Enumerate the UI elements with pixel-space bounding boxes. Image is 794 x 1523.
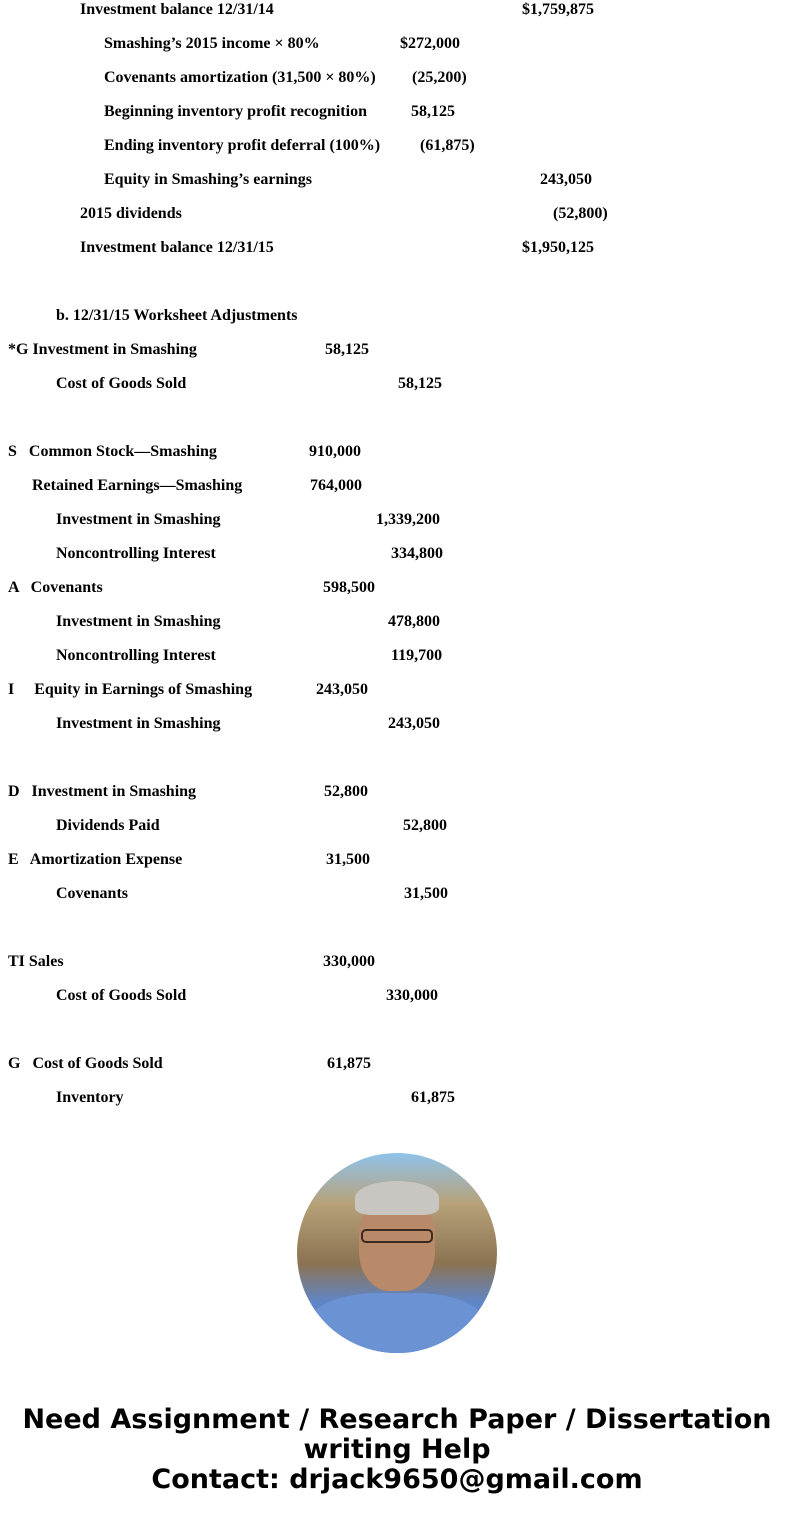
entry-amount: 58,125 <box>325 341 369 358</box>
entry-amount: 330,000 <box>323 953 375 970</box>
entry-label: I Equity in Earnings of Smashing <box>8 681 253 698</box>
entry-amount: 52,800 <box>324 783 368 800</box>
entry-amount: 478,800 <box>388 613 440 630</box>
entry-label: Investment balance 12/31/14 <box>80 1 274 18</box>
entry-amount: 1,339,200 <box>376 511 440 528</box>
entry-amount: (52,800) <box>553 205 608 222</box>
entry-label: Investment balance 12/31/15 <box>80 239 274 256</box>
entry-label: b. 12/31/15 Worksheet Adjustments <box>56 307 298 324</box>
entry-label: Noncontrolling Interest <box>56 647 216 664</box>
entry-amount: 31,500 <box>326 851 370 868</box>
entry-label: Beginning inventory profit recognition <box>104 103 367 120</box>
entry-amount: 910,000 <box>309 443 361 460</box>
entry-label: *G Investment in Smashing <box>8 341 197 358</box>
entry-label: Noncontrolling Interest <box>56 545 216 562</box>
entry-label: D Investment in Smashing <box>8 783 197 800</box>
entry-label: Covenants amortization (31,500 × 80%) <box>104 69 376 86</box>
entry-label: Equity in Smashing’s earnings <box>104 171 312 188</box>
entry-label: Investment in Smashing <box>56 613 221 630</box>
entry-label: Investment in Smashing <box>56 511 221 528</box>
entry-label: Investment in Smashing <box>56 715 221 732</box>
entry-amount: (25,200) <box>412 69 467 86</box>
footer-line-2: writing Help <box>303 1434 491 1465</box>
entry-amount: 334,800 <box>391 545 443 562</box>
entry-label: Cost of Goods Sold <box>56 375 187 392</box>
entry-amount: 58,125 <box>398 375 442 392</box>
entry-label: Ending inventory profit deferral (100%) <box>104 137 381 154</box>
entry-amount: 330,000 <box>386 987 438 1004</box>
footer-line-1: Need Assignment / Research Paper / Dissertation <box>22 1404 772 1435</box>
entry-amount: 52,800 <box>403 817 447 834</box>
entry-amount: 58,125 <box>411 103 455 120</box>
entry-amount: 61,875 <box>327 1055 371 1072</box>
entry-label: Inventory <box>56 1089 124 1106</box>
author-photo <box>297 1153 497 1353</box>
entry-amount: 243,050 <box>316 681 368 698</box>
entry-amount: 764,000 <box>310 477 362 494</box>
entry-amount: 243,050 <box>540 171 592 188</box>
entry-label: TI Sales <box>8 953 64 970</box>
entry-amount: 61,875 <box>411 1089 455 1106</box>
entry-amount: 243,050 <box>388 715 440 732</box>
entry-amount: $272,000 <box>400 35 460 52</box>
entry-amount: $1,759,875 <box>522 1 594 18</box>
entry-label: 2015 dividends <box>80 205 182 222</box>
entry-amount: 31,500 <box>404 885 448 902</box>
entry-amount: 119,700 <box>391 647 443 664</box>
entry-amount: (61,875) <box>420 137 475 154</box>
entry-label: E Amortization Expense <box>8 851 183 868</box>
entry-label: Covenants <box>56 885 129 902</box>
entry-label: S Common Stock—Smashing <box>8 443 217 460</box>
entry-amount: $1,950,125 <box>522 239 594 256</box>
entry-label: Smashing’s 2015 income × 80% <box>104 35 320 52</box>
footer-contact: Contact: drjack9650@gmail.com <box>151 1464 643 1495</box>
entry-label: G Cost of Goods Sold <box>8 1055 163 1072</box>
entry-label: A Covenants <box>8 579 103 596</box>
entry-label: Dividends Paid <box>56 817 160 834</box>
entry-amount: 598,500 <box>323 579 375 596</box>
entry-label: Retained Earnings—Smashing <box>32 477 243 494</box>
entry-label: Cost of Goods Sold <box>56 987 187 1004</box>
